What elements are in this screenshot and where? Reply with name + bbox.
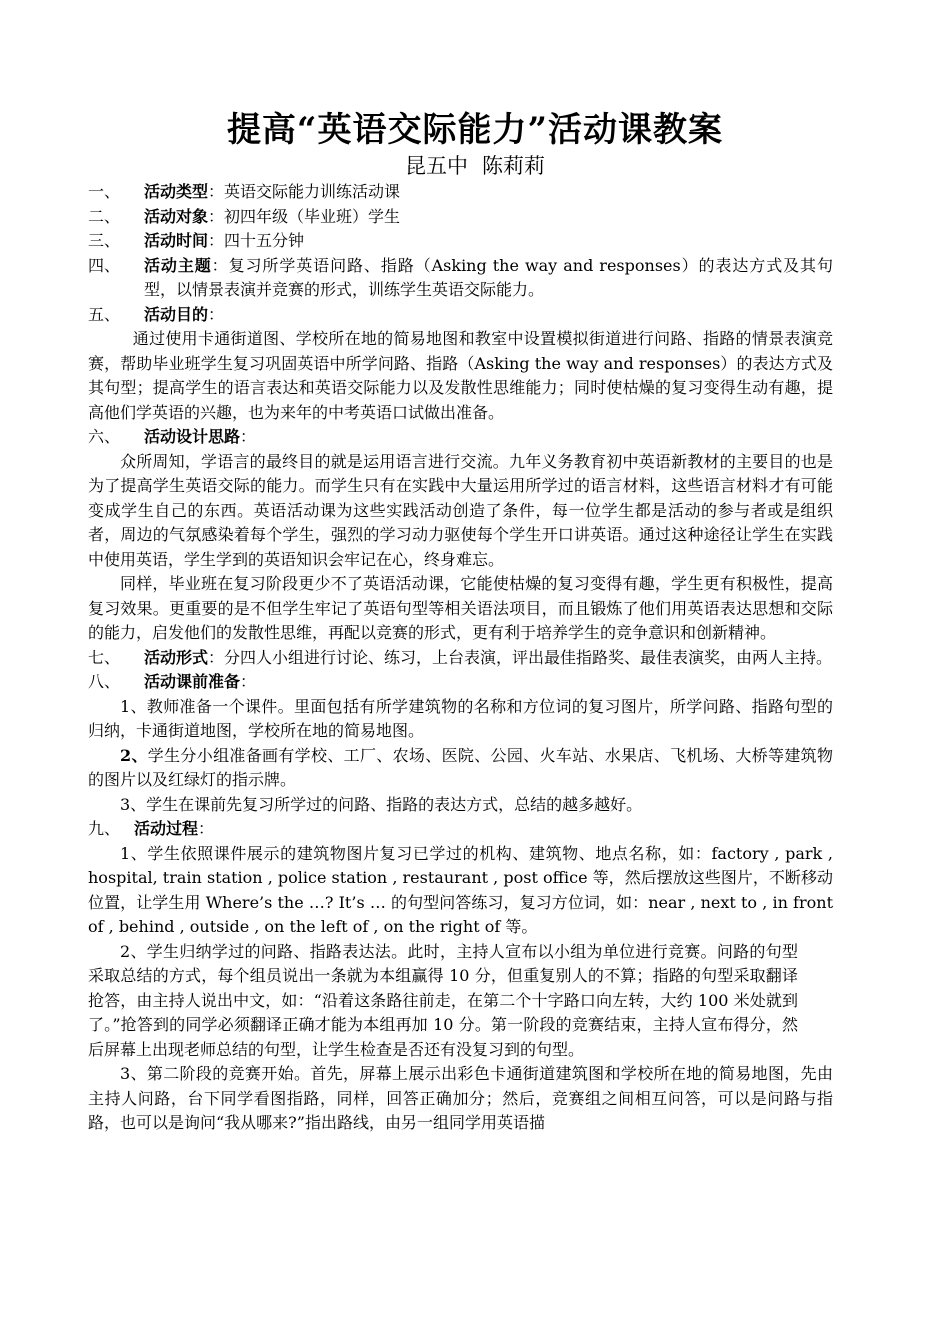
process-step-1: 1、学生依照课件展示的建筑物图片复习已学过的机构、建筑物、地点名称，如：factory , park , hospital, train station , police station , restaurant , post office 等，然后摆放这些图片，不断移动位置，让学生用 Where’s the …? It’s … 的句型问答练习，复习方位词，如：near , next to , in front of , behind , outside , on the left of , on the right of 等。 xyxy=(88,843,833,936)
section-number: 三、 xyxy=(88,231,121,250)
design-paragraph-2: 同样，毕业班在复习阶段更少不了英语活动课，它能使枯燥的复习变得有趣，学生更有积极性，提高复习效果。更重要的是不但学生牢记了英语句型等相关语法项目，而且锻炼了他们用英语表达思想和交际的能力，启发他们的发散性思维，再配以竞赛的形式，更有利于培养学生的竞争意识和创新精神。 xyxy=(88,574,833,642)
section-number: 五、 xyxy=(88,304,121,324)
process-step-2: 2、学生归纳学过的问路、指路表达法。此时，主持人宣布以小组为单位进行竞赛。问路的句型采取总结的方式，每个组员说出一条就为本组赢得 10 分，但重复别人的不算；指路的句型采取翻译抢答，由主持人说出中文，如：“沿着这条路往前走，在第二个十字路口向左转，大约 100 米处就到了。”抢答到的同学必须翻译正确才能为本组再加 10 分。第一阶段的竞赛结束，主持人宣布得分，然后屏幕上出现老师总结的句型，让学生检查是否还有没复习到的句型。 xyxy=(88,941,798,1059)
section-number: 七、 xyxy=(88,647,121,667)
prep-item-1: 1、教师准备一个课件。里面包括有所学建筑物的名称和方位词的复习图片，所学问路、指路句型的归纳，卡通街道地图，学校所在地的简易地图。 xyxy=(88,696,833,740)
section-number: 一、 xyxy=(88,182,121,201)
document-body xyxy=(88,180,833,1330)
section-number: 八、 xyxy=(88,672,121,691)
design-paragraph-1: 众所周知，学语言的最终目的就是运用语言进行交流。九年义务教育初中英语新教材的主要目的也是为了提高学生英语交际的能力。而学生只有在实践中大量运用所学过的语言材料，这些语言材料才有可能变成学生自己的东西。英语活动课为这些实践活动创造了条件，每一位学生都是活动的参与者或是组织者，周边的气氛感染着每个学生，强烈的学习动力驱使每个学生开口讲英语。通过这种途径让学生在实践中使用英语，学生学到的英语知识会牢记在心，终身难忘。 xyxy=(88,451,833,569)
prep-item-3: 3、学生在课前先复习所学过的问路、指路的表达方式，总结的越多越好。 xyxy=(120,794,643,814)
section-label: 活动过程 xyxy=(134,819,199,838)
section-label: 活动主题 xyxy=(144,255,212,275)
section-label: 活动时间 xyxy=(144,231,209,250)
section-number: 九、 xyxy=(88,819,121,838)
section-label: 活动课前准备 xyxy=(144,672,241,691)
section-8: 八、 活动课前准备： xyxy=(88,670,833,695)
author-name: 陈莉莉 xyxy=(482,154,545,178)
section-number: 二、 xyxy=(88,206,121,226)
document-title: 提高“英语交际能力”活动课教案 xyxy=(226,110,724,150)
section-text: 复习所学英语问路、指路（Asking the way and responses）的表达方式及其句型，以情景表演并竞赛的形式，训练学生英语交际能力。 xyxy=(144,255,833,299)
section-3: 三、 活动时间：四十五分钟 xyxy=(88,229,833,254)
section-label: 活动类型 xyxy=(144,182,209,201)
section-9: 九、 活动过程： xyxy=(88,817,833,842)
section-text: 初四年级（毕业班）学生 xyxy=(224,206,401,226)
section-6: 六、 活动设计思路： xyxy=(88,425,833,450)
prep-item-2: 2、学生分小组准备画有学校、工厂、农场、医院、公园、火车站、水果店、飞机场、大桥等建筑物的图片以及红绿灯的指示牌。 xyxy=(88,745,833,789)
process-step-3: 3、第二阶段的竞赛开始。首先，屏幕上展示出彩色卡通街道建筑图和学校所在地的简易地图，先由主持人问路，台下同学看图指路，同样，回答正确加分；然后，竞赛组之间相互问答，可以是问路与指路，也可以是询问“我从哪来?”指出路线，由另一组同学用英语描 xyxy=(88,1064,833,1132)
section-number: 四、 xyxy=(88,255,121,275)
section-text: 分四人小组进行讨论、练习，上台表演，评出最佳指路奖、最佳表演奖，由两人主持。 xyxy=(224,647,833,667)
section-7: 七、 活动形式：分四人小组进行讨论、练习，上台表演，评出最佳指路奖、最佳表演奖，由两人主持。 xyxy=(88,646,833,671)
author-line xyxy=(0,152,950,180)
section-label: 活动设计思路 xyxy=(144,427,241,446)
section-1: 一、 活动类型：英语交际能力训练活动课 xyxy=(88,180,833,205)
section-label: 活动形式 xyxy=(144,647,209,667)
section-4: 四、 活动主题：复习所学英语问路、指路（Asking the way and responses）的表达方式及其句型，以情景表演并竞赛的形式，训练学生英语交际能力。 xyxy=(88,254,833,303)
section-text: 四十五分钟 xyxy=(224,231,305,250)
purpose-paragraph: 通过使用卡通街道图、学校所在地的简易地图和教室中设置模拟街道进行问路、指路的情景表演竞赛，帮助毕业班学生复习巩固英语中所学问路、指路（Asking the way and responses）的表达方式及其句型；提高学生的语言表达和英语交际能力以及发散性思维能力；同时使枯燥的复习变得生动有趣，提高他们学英语的兴趣，也为来年的中考英语口试做出准备。 xyxy=(88,329,833,422)
section-label: 活动对象 xyxy=(144,206,209,226)
section-2: 二、 活动对象：初四年级（毕业班）学生 xyxy=(88,205,833,230)
author-school: 昆五中 xyxy=(405,154,468,178)
section-text: 英语交际能力训练活动课 xyxy=(224,182,401,201)
section-5: 五、 活动目的： xyxy=(88,303,833,328)
section-label: 活动目的 xyxy=(144,304,209,324)
section-number: 六、 xyxy=(88,427,121,446)
